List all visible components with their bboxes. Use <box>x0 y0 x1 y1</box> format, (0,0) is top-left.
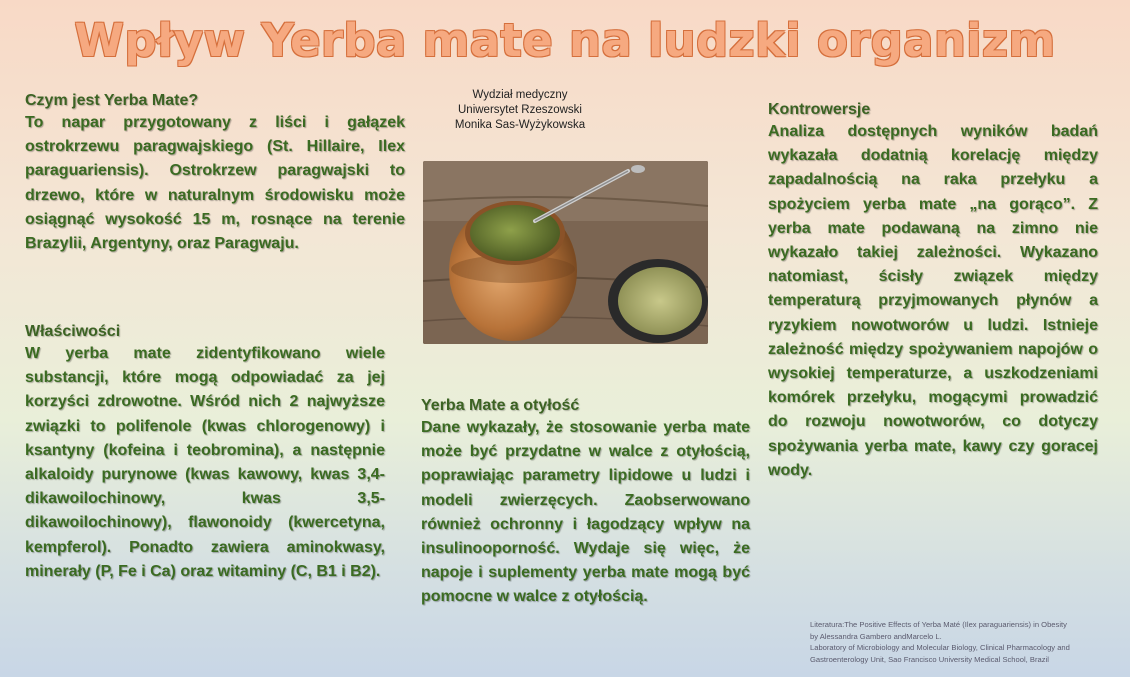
reference-line: Laboratory of Microbiology and Molecular Biology, Clinical Pharmacology and <box>810 643 1070 652</box>
section-heading: Czym jest Yerba Mate? <box>25 92 199 109</box>
section-text: To napar przygotowany z liści i gałązek ostrokrzewu paragwajskiego (St. Hillaire, Ilex paraguariensis). Ostrokrzew paragwajski to drzewo, które w naturalnym środowisku może osiągnąć wysokość 15 m, rosnące na terenie Brazylii, Argentyny, oraz Paragwaju. <box>25 114 405 253</box>
section-heading: Właściwości <box>25 323 121 340</box>
author-name: Monika Sas-Wyżykowska <box>454 119 586 131</box>
yerba-mate-photo <box>423 161 708 344</box>
references <box>810 619 1120 665</box>
section-text: W yerba mate zidentyfikowano wiele substancji, które mogą odpowiadać za jej korzyści zdrowotne. Wśród nich 2 najwyższe związki to polifenole (kwas chlorogenowy) i ksantyny (kofeina i teobromina), a następnie alkaloidy purynowe (kwas kawowy, kwas 3,4-dikawoilochinowy, kwas 3,5-dikawoilochinowy), flawonoidy (kwercetyna, kempferol). Ponadto zawiera aminokwasy, minerały (P, Fe i Ca) oraz witaminy (C, B1 i B2). <box>25 345 385 580</box>
section-heading: Yerba Mate a otyłość <box>421 397 580 414</box>
reference-line: Literatura:The Positive Effects of Yerba Maté (Ilex paraguariensis) in Obesity <box>810 620 1067 629</box>
poster-title: Wpływ Yerba mate na ludzki organizm <box>74 14 1056 67</box>
section-controversies <box>768 101 1098 483</box>
faculty-name: Wydział medyczny <box>472 89 568 101</box>
section-properties <box>25 323 385 584</box>
section-heading: Kontrowersje <box>768 101 871 118</box>
section-text: Analiza dostępnych wyników badań wykazała dodatnią korelację między zapadalnością na raka przełyku a spożyciem yerba mate „na gorąco”. Z yerba mate podawaną na zimno nie wykazało takiej zależności. Wykazano natomiast, ścisły związek między temperaturą przyjmowanych płynów a ryzykiem nowotworów u ludzi. Istnieje zależność między spożywaniem napojów o wysokiej temperaturze, a uszkodzeniami komórek przełyku, mogącymi prowadzić do rozwoju nowotworów, co dotyczy spożywania yerba mate, kawy czy goracej wody. <box>768 123 1098 479</box>
reference-line: Gastroenterology Unit, Sao Francisco University Medical School, Brazil <box>810 654 1049 664</box>
reference-line: by Alessandra Gambero andMarcelo L. <box>810 631 942 641</box>
section-obesity <box>421 397 750 610</box>
section-what-is-yerba-mate <box>25 92 405 256</box>
university-name: Uniwersytet Rzeszowski <box>458 104 582 116</box>
yerba-mate-illustration <box>423 161 708 344</box>
author-block <box>440 88 600 133</box>
section-text: Dane wykazały, że stosowanie yerba mate może być przydatne w walce z otyłością, poprawiając parametry lipidowe u ludzi i modeli zwierzęcych. Zaobserwowano również ochronny i łagodzący wpływ na insulinooporność. Wydaje się więc, że napoje i suplementy yerba mate mogą być pomocne w walce z otyłością. <box>421 419 750 606</box>
